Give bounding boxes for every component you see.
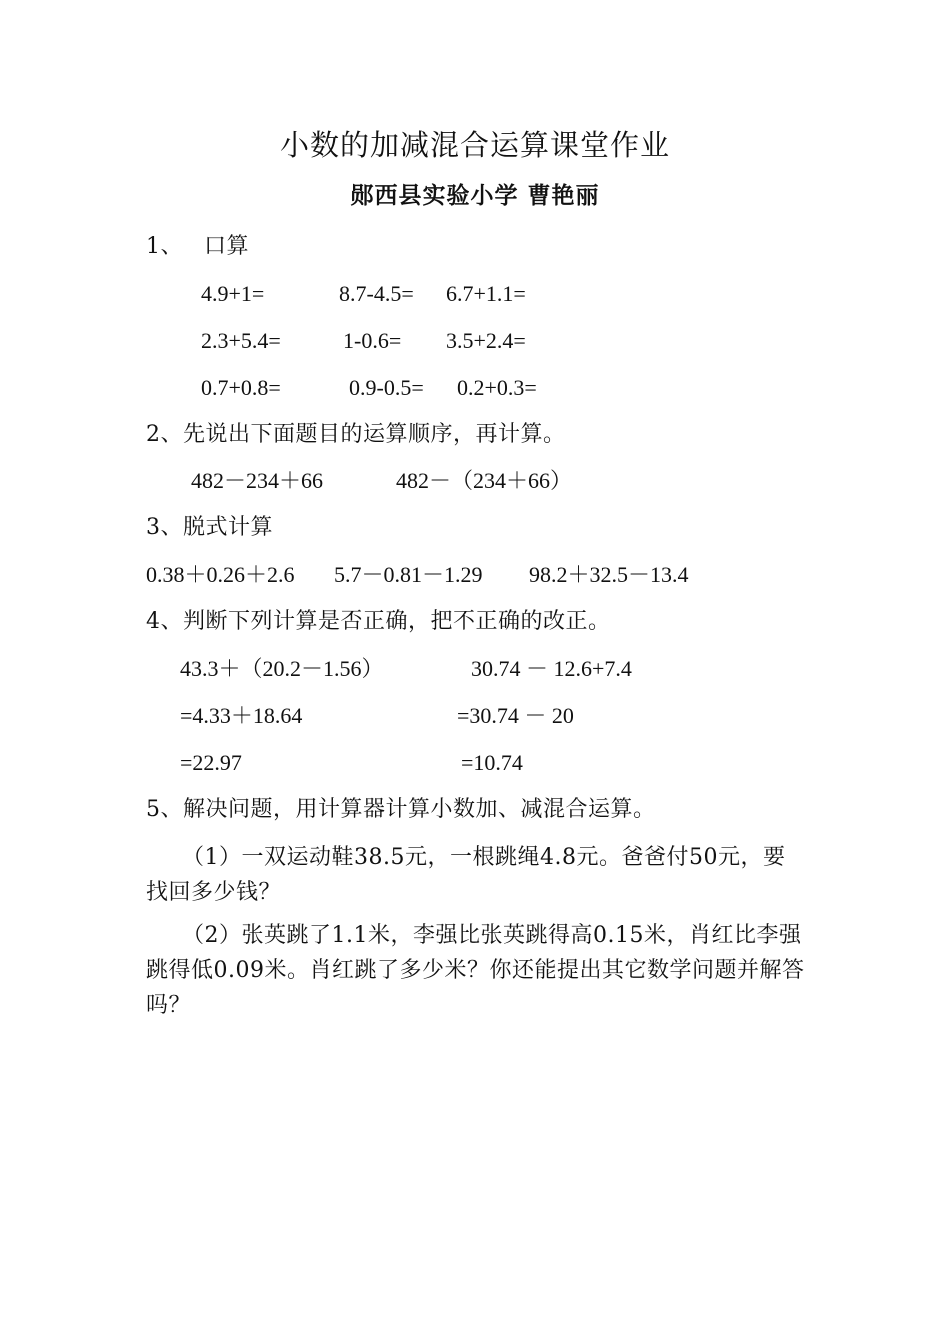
page-title: 小数的加减混合运算课堂作业 (279, 128, 670, 162)
question-5-heading: 5、解决问题，用计算器计算小数加、减混合运算。 (146, 797, 656, 822)
mental-math-item: 4.9+1= (201, 281, 265, 306)
step-calculation-item: 98.2＋32.5－13.4 (529, 562, 689, 587)
question-4-heading: 4、判断下列计算是否正确，把不正确的改正。 (146, 609, 611, 634)
word-problem-2: （2）张英跳了1.1米，李强比张英跳得高0.15米，肖红比李强跳得低0.09米。肖红跳了多少米？你还能提出其它数学问题并解答吗？ (146, 923, 805, 1018)
mental-math-item: 1-0.6= (343, 328, 402, 353)
mental-math-item: 0.9-0.5= (349, 375, 424, 400)
step-calculation-item: 5.7－0.81－1.29 (334, 562, 483, 587)
question-1-label: 口算 (204, 234, 250, 259)
author-line: 郧西县实验小学 曹艳丽 (350, 182, 600, 209)
mental-math-item: 6.7+1.1= (446, 281, 526, 306)
check-left-line: =22.97 (180, 750, 242, 775)
mental-math-item: 8.7-4.5= (339, 281, 414, 306)
question-1-number: 1、 (146, 234, 183, 259)
check-right-line: =30.74 － 20 (457, 703, 574, 728)
question-2-heading: 2、先说出下面题目的运算顺序，再计算。 (146, 422, 566, 447)
mental-math-item: 0.2+0.3= (457, 375, 537, 400)
order-of-operations-item: 482－（234＋66） (396, 468, 573, 493)
mental-math-item: 3.5+2.4= (446, 328, 526, 353)
check-right-line: 30.74 － 12.6+7.4 (471, 656, 632, 681)
question-3-heading: 3、脱式计算 (146, 515, 273, 540)
mental-math-item: 2.3+5.4= (201, 328, 281, 353)
check-left-line: =4.33＋18.64 (180, 703, 303, 728)
check-right-line: =10.74 (461, 750, 523, 775)
step-calculation-item: 0.38＋0.26＋2.6 (146, 562, 295, 587)
mental-math-item: 0.7+0.8= (201, 375, 281, 400)
word-problem-1: （1）一双运动鞋38.5元，一根跳绳4.8元。爸爸付50元，要找回多少钱？ (146, 845, 786, 905)
check-left-line: 43.3＋（20.2－1.56） (180, 656, 384, 681)
order-of-operations-item: 482－234＋66 (191, 468, 324, 493)
